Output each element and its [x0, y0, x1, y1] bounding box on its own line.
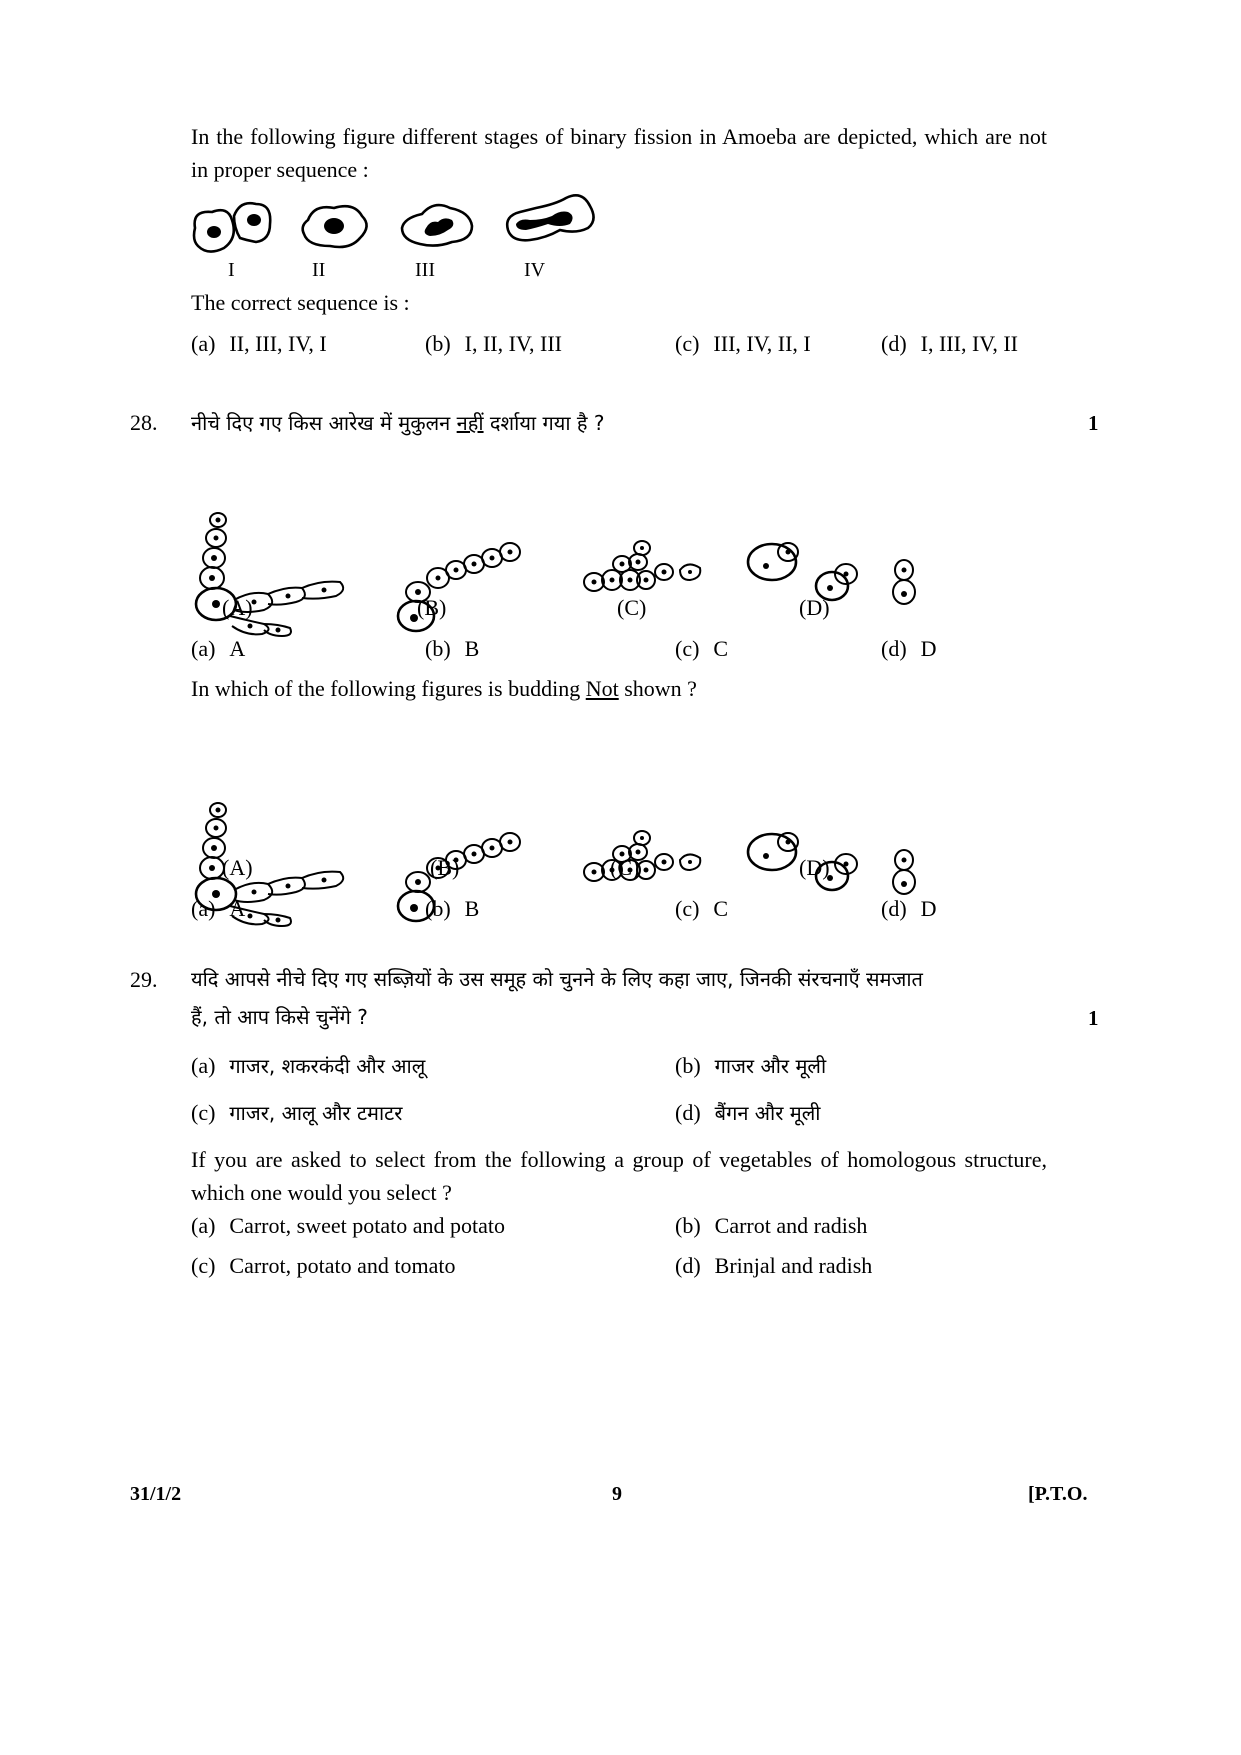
option-label: (a)	[191, 1053, 216, 1078]
underlined-text: नहीं	[456, 411, 484, 435]
option-text: गाजर और मूली	[714, 1054, 827, 1078]
q27-option-b[interactable]	[425, 331, 562, 357]
underlined-text: Not	[585, 676, 619, 701]
option-text: III, IV, II, I	[713, 331, 811, 356]
option-text: D	[920, 896, 937, 921]
option-label: (d)	[675, 1253, 701, 1278]
figure-label-b: (B)	[430, 855, 460, 880]
option-label: (c)	[675, 896, 700, 921]
option-label: (b)	[425, 636, 451, 661]
paper-code: 31/1/2	[130, 1483, 182, 1505]
figure-c	[584, 541, 700, 591]
option-text: Carrot and radish	[714, 1213, 868, 1238]
q28-hindi-option-d[interactable]	[881, 636, 937, 662]
option-text: B	[464, 636, 480, 661]
option-text: II, III, IV, I	[229, 331, 327, 356]
option-label: (c)	[191, 1253, 216, 1278]
figure-c	[584, 831, 700, 881]
stage-label-i: I	[228, 259, 235, 281]
figure-label-c: (C)	[617, 595, 647, 620]
q29-hindi-option-a[interactable]	[191, 1052, 425, 1079]
q29-hindi-option-d[interactable]	[675, 1099, 821, 1126]
option-text: गाजर, आलू और टमाटर	[229, 1101, 403, 1125]
option-label: (d)	[881, 636, 907, 661]
q29-english-option-a[interactable]	[191, 1213, 505, 1239]
option-label: (c)	[675, 331, 700, 356]
q28-english-option-d[interactable]	[881, 896, 937, 922]
figure-a	[196, 513, 343, 636]
figure-d	[748, 833, 915, 894]
option-label: (a)	[191, 896, 216, 921]
q27-option-c[interactable]	[675, 331, 811, 357]
please-turn-over: [P.T.O.	[1028, 1483, 1088, 1505]
option-label: (c)	[191, 1100, 216, 1125]
option-label: (d)	[675, 1100, 701, 1125]
option-text: D	[920, 636, 937, 661]
q29-marks: 1	[1088, 1006, 1099, 1030]
option-text: I, II, IV, III	[464, 331, 562, 356]
option-label: (b)	[675, 1053, 701, 1078]
option-label: (b)	[675, 1213, 701, 1238]
figure-label-d: (D)	[799, 595, 830, 620]
stage-label-ii: II	[312, 259, 326, 281]
text-segment: In which of the following figures is budding	[191, 676, 586, 701]
option-text: B	[464, 896, 480, 921]
option-label: (c)	[675, 636, 700, 661]
option-label: (d)	[881, 896, 907, 921]
q28-hindi-option-b[interactable]	[425, 636, 479, 662]
q27-prompt: The correct sequence is :	[191, 290, 410, 315]
q28-english-option-b[interactable]	[425, 896, 479, 922]
q28-hindi-option-a[interactable]	[191, 636, 245, 662]
q28-hindi-question	[191, 411, 604, 435]
q28-english-question	[191, 676, 697, 702]
q28-marks: 1	[1088, 411, 1099, 435]
option-label: (a)	[191, 636, 216, 661]
q28-english-option-c[interactable]	[675, 896, 728, 922]
figure-label-d: (D)	[799, 855, 830, 880]
text-segment: दर्शाया गया है ?	[483, 411, 605, 435]
option-text: गाजर, शकरकंदी और आलू	[229, 1054, 426, 1078]
stage-label-iv: IV	[524, 259, 546, 281]
q29-hindi-option-c[interactable]	[191, 1099, 402, 1126]
option-text: Carrot, potato and tomato	[229, 1253, 456, 1278]
page-number: 9	[612, 1483, 622, 1505]
option-text: Brinjal and radish	[714, 1253, 873, 1278]
text-segment: shown ?	[618, 676, 697, 701]
figure-label-b: (B)	[417, 595, 447, 620]
q29-hindi-line-2: हैं, तो आप किसे चुनेंगे ?	[191, 1005, 368, 1029]
option-text: A	[229, 896, 246, 921]
option-label: (b)	[425, 896, 451, 921]
q29-english-question: If you are asked to select from the following a group of vegetables of homologous structure, which one would you select ?	[191, 1147, 1047, 1205]
q29-english-option-b[interactable]	[675, 1213, 867, 1239]
q29-english-option-c[interactable]	[191, 1253, 455, 1279]
option-text: C	[713, 896, 729, 921]
q28-hindi-option-c[interactable]	[675, 636, 728, 662]
stage-label-iii: III	[415, 259, 435, 281]
figure-label-a: (A)	[222, 855, 253, 880]
option-text: Carrot, sweet potato and potato	[229, 1213, 505, 1238]
option-label: (a)	[191, 331, 216, 356]
option-text: I, III, IV, II	[920, 331, 1018, 356]
option-label: (d)	[881, 331, 907, 356]
figure-label-c: (C)	[610, 855, 640, 880]
q27-option-d[interactable]	[881, 331, 1018, 357]
option-text: बैंगन और मूली	[714, 1101, 821, 1125]
q27-intro: In the following figure different stages of binary fission in Amoeba are depicted, which are not in proper sequence :	[191, 124, 1047, 182]
q29-hindi-option-b[interactable]	[675, 1052, 826, 1079]
q29-hindi-line-1: यदि आपसे नीचे दिए गए सब्ज़ियों के उस समूह को चुनने के लिए कहा जाए, जिनकी संरचनाएँ समजात	[191, 967, 923, 991]
option-text: C	[713, 636, 729, 661]
option-label: (a)	[191, 1213, 216, 1238]
q29-english-option-d[interactable]	[675, 1253, 872, 1279]
figure-d	[748, 543, 915, 604]
figure-label-a: (A)	[222, 595, 253, 620]
q28-english-option-a[interactable]	[191, 896, 245, 922]
q27-option-a[interactable]	[191, 331, 327, 357]
q28-number: 28.	[130, 410, 158, 435]
option-text: A	[229, 636, 246, 661]
text-segment: नीचे दिए गए किस आरेख में मुकुलन	[191, 411, 457, 435]
option-label: (b)	[425, 331, 451, 356]
q29-number: 29.	[130, 967, 158, 992]
